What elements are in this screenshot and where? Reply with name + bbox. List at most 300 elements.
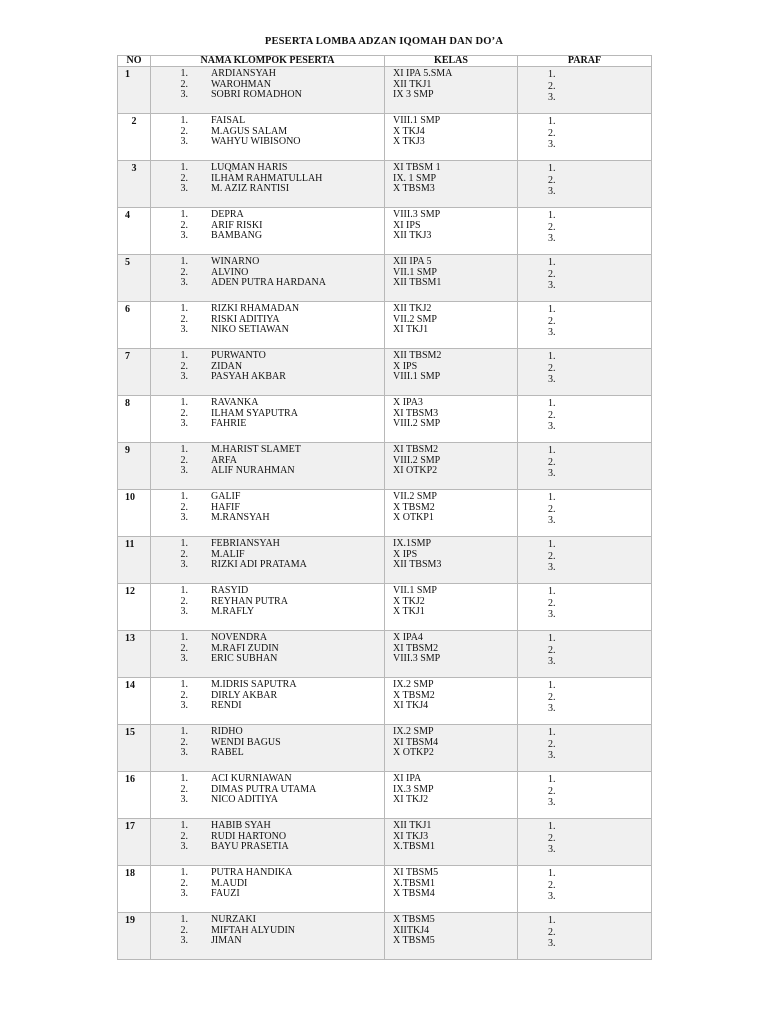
signature-slot: 2. — [548, 456, 556, 468]
class-cell — [385, 725, 518, 772]
header-paraf: PARAF — [518, 56, 652, 67]
class-cell — [385, 631, 518, 678]
table-row — [118, 490, 652, 537]
participant-table — [117, 55, 652, 960]
class-value: IX.1SMP — [393, 538, 432, 549]
signature-slot: 2. — [548, 127, 556, 139]
member-line — [151, 680, 384, 691]
signature-slot: 1. — [548, 257, 556, 268]
table-row — [118, 537, 652, 584]
class-value: XI IPA 5.SMA — [393, 68, 453, 79]
class-cell — [385, 349, 518, 396]
class-value: IX.2 SMP — [393, 679, 434, 690]
member-line — [151, 748, 384, 759]
member-line — [151, 889, 384, 900]
member-name: REYHAN PUTRA — [211, 595, 288, 607]
member-index: 1. — [180, 209, 188, 220]
signature-slot: 2. — [548, 409, 556, 421]
member-line — [151, 821, 384, 832]
member-name: FEBRIANSYAH — [211, 538, 280, 549]
member-name: ZIDAN — [211, 360, 243, 372]
member-name: RIDHO — [211, 726, 243, 737]
signature-slot: 1. — [548, 915, 556, 926]
signature-slot: 1. — [548, 680, 556, 691]
member-line — [151, 701, 384, 712]
signature-slot: 1. — [548, 116, 556, 127]
member-index: 1. — [180, 538, 188, 549]
class-value: XII TKJ3 — [393, 230, 432, 241]
signature-slot: 1. — [548, 492, 556, 503]
class-value: X TKJ2 — [393, 595, 425, 607]
class-value: XII IPA 5 — [393, 256, 432, 267]
signature-cell — [518, 349, 652, 396]
class-value: VII.1 SMP — [393, 266, 437, 278]
signature-slot: 3. — [548, 92, 556, 103]
class-value: XI IPS — [393, 219, 421, 231]
member-name: WAHYU WIBISONO — [211, 136, 301, 147]
table-row — [118, 631, 652, 678]
member-name: NICO ADITIYA — [211, 794, 278, 805]
signature-slot: 3. — [548, 280, 556, 291]
row-number: 6 — [118, 302, 151, 349]
member-names-cell — [151, 913, 385, 960]
table-body — [118, 67, 652, 960]
signature-slot: 3. — [548, 703, 556, 714]
member-name: WINARNO — [211, 256, 260, 267]
member-line — [151, 257, 384, 268]
signature-cell — [518, 114, 652, 161]
member-name: PUTRA HANDIKA — [211, 867, 293, 878]
row-number: 8 — [118, 396, 151, 443]
class-value: XI TKJ1 — [393, 324, 429, 335]
member-name: M.IDRIS SAPUTRA — [211, 679, 297, 690]
member-index: 3. — [180, 371, 188, 382]
class-value: VIII.1 SMP — [393, 115, 441, 126]
table-row — [118, 443, 652, 490]
row-number: 11 — [118, 537, 151, 584]
member-name: M.HARIST SLAMET — [211, 444, 301, 455]
member-name: PASYAH AKBAR — [211, 371, 286, 382]
member-line — [151, 492, 384, 503]
class-value: VIII.1 SMP — [393, 371, 441, 382]
member-name: PURWANTO — [211, 350, 266, 361]
member-name: ARFA — [211, 454, 237, 466]
signature-slot: 3. — [548, 515, 556, 526]
class-value: XI TBSM2 — [393, 642, 439, 654]
member-name: HAFIF — [211, 501, 240, 513]
signature-slot: 1. — [548, 821, 556, 832]
signature-slot: 2. — [548, 879, 556, 891]
table-row — [118, 302, 652, 349]
member-index: 2. — [180, 266, 188, 278]
member-line — [151, 774, 384, 785]
signature-slot: 1. — [548, 539, 556, 550]
signature-slot: 1. — [548, 398, 556, 409]
class-value: XI TBSM4 — [393, 736, 439, 748]
member-index: 2. — [180, 407, 188, 419]
member-name: LUQMAN HARIS — [211, 162, 288, 173]
member-index: 1. — [180, 397, 188, 408]
member-names-cell — [151, 67, 385, 114]
member-names-cell — [151, 208, 385, 255]
member-index: 3. — [180, 700, 188, 711]
member-index: 2. — [180, 454, 188, 466]
member-line — [151, 868, 384, 879]
member-line — [151, 351, 384, 362]
class-value: XI IPA — [393, 773, 422, 784]
signature-slot: 2. — [548, 926, 556, 938]
class-cell — [385, 678, 518, 725]
member-index: 1. — [180, 303, 188, 314]
member-index: 3. — [180, 653, 188, 664]
row-number: 1 — [118, 67, 151, 114]
member-name: HABIB SYAH — [211, 820, 271, 831]
table-row — [118, 396, 652, 443]
class-value: X IPS — [393, 548, 418, 560]
member-index: 1. — [180, 162, 188, 173]
signature-slot: 3. — [548, 139, 556, 150]
class-cell — [385, 161, 518, 208]
member-name: BAYU PRASETIA — [211, 841, 289, 852]
member-line — [151, 419, 384, 430]
member-line — [151, 372, 384, 383]
signature-slot: 2. — [548, 691, 556, 703]
member-name: M.RAFI ZUDIN — [211, 642, 279, 654]
signature-cell — [518, 584, 652, 631]
member-name: M.AUDI — [211, 877, 248, 889]
signature-slot: 2. — [548, 221, 556, 233]
member-name: RENDI — [211, 700, 242, 711]
member-name: DEPRA — [211, 209, 244, 220]
member-line — [151, 727, 384, 738]
member-name: M. AZIZ RANTISI — [211, 183, 290, 194]
member-name: MIFTAH ALYUDIN — [211, 924, 296, 936]
member-line — [151, 607, 384, 618]
signature-slot: 1. — [548, 586, 556, 597]
member-index: 3. — [180, 136, 188, 147]
class-cell — [385, 114, 518, 161]
signature-slot: 3. — [548, 891, 556, 902]
member-line — [151, 184, 384, 195]
member-names-cell — [151, 678, 385, 725]
class-cell — [385, 819, 518, 866]
class-cell — [385, 490, 518, 537]
signature-slot: 1. — [548, 633, 556, 644]
member-name: DIMAS PUTRA UTAMA — [211, 783, 317, 795]
class-value: XII TBSM3 — [393, 559, 442, 570]
class-value: X OTKP2 — [393, 747, 434, 758]
member-index: 1. — [180, 820, 188, 831]
table-row — [118, 819, 652, 866]
signature-slot: 3. — [548, 233, 556, 244]
class-cell — [385, 208, 518, 255]
row-number: 5 — [118, 255, 151, 302]
table-row — [118, 208, 652, 255]
member-line — [151, 915, 384, 926]
member-index: 2. — [180, 689, 188, 701]
table-row — [118, 255, 652, 302]
member-index: 1. — [180, 256, 188, 267]
class-cell — [385, 302, 518, 349]
member-index: 1. — [180, 115, 188, 126]
member-name: WAROHMAN — [211, 78, 271, 90]
member-name: ERIC SUBHAN — [211, 653, 278, 664]
row-number: 10 — [118, 490, 151, 537]
class-value: XIITKJ4 — [393, 924, 430, 936]
member-name: ACI KURNIAWAN — [211, 773, 292, 784]
member-name: NIKO SETIAWAN — [211, 324, 289, 335]
member-line — [151, 90, 384, 101]
signature-slot: 2. — [548, 362, 556, 374]
member-name: SOBRI ROMADHON — [211, 89, 302, 100]
member-name: RAVANKA — [211, 397, 259, 408]
signature-slot: 1. — [548, 445, 556, 456]
class-value: XII TKJ2 — [393, 303, 432, 314]
signature-cell — [518, 302, 652, 349]
member-line — [151, 539, 384, 550]
signature-slot: 2. — [548, 315, 556, 327]
row-number: 12 — [118, 584, 151, 631]
signature-cell — [518, 631, 652, 678]
table-row — [118, 114, 652, 161]
member-index: 1. — [180, 585, 188, 596]
member-name: RISKI ADITIYA — [211, 313, 280, 325]
signature-slot: 3. — [548, 938, 556, 949]
table-row — [118, 584, 652, 631]
signature-cell — [518, 67, 652, 114]
class-cell — [385, 537, 518, 584]
row-number: 17 — [118, 819, 151, 866]
signature-cell — [518, 255, 652, 302]
member-name: M.RANSYAH — [211, 512, 270, 523]
member-index: 1. — [180, 679, 188, 690]
class-value: VIII.2 SMP — [393, 418, 441, 429]
class-value: XII TKJ1 — [393, 78, 432, 90]
member-names-cell — [151, 772, 385, 819]
member-index: 2. — [180, 736, 188, 748]
member-index: 1. — [180, 632, 188, 643]
member-name: ADEN PUTRA HARDANA — [211, 277, 327, 288]
class-cell — [385, 866, 518, 913]
member-name: ILHAM SYAPUTRA — [211, 407, 298, 419]
member-index: 2. — [180, 219, 188, 231]
class-value: VII.2 SMP — [393, 313, 437, 325]
table-row — [118, 725, 652, 772]
class-cell — [385, 67, 518, 114]
member-names-cell — [151, 819, 385, 866]
row-number: 9 — [118, 443, 151, 490]
signature-slot: 2. — [548, 80, 556, 92]
member-line — [151, 210, 384, 221]
class-value: X IPS — [393, 360, 418, 372]
signature-slot: 1. — [548, 868, 556, 879]
member-index: 3. — [180, 747, 188, 758]
member-line — [151, 304, 384, 315]
table-row — [118, 866, 652, 913]
class-value: XI TBSM 1 — [393, 162, 441, 173]
header-no: NO — [118, 56, 151, 67]
class-value: XI TBSM2 — [393, 444, 439, 455]
member-index: 3. — [180, 606, 188, 617]
member-name: NURZAKI — [211, 914, 256, 925]
signature-slot: 2. — [548, 785, 556, 797]
row-number: 3 — [118, 161, 151, 208]
member-name: FAUZI — [211, 888, 240, 899]
member-index: 1. — [180, 68, 188, 79]
member-names-cell — [151, 866, 385, 913]
class-value: IX 3 SMP — [393, 89, 434, 100]
member-name: ALVINO — [211, 266, 249, 278]
row-number: 18 — [118, 866, 151, 913]
member-index: 1. — [180, 773, 188, 784]
signature-slot: 2. — [548, 268, 556, 280]
member-line — [151, 231, 384, 242]
member-line — [151, 654, 384, 665]
member-line — [151, 795, 384, 806]
signature-slot: 1. — [548, 304, 556, 315]
signature-cell — [518, 208, 652, 255]
class-value: XI TBSM3 — [393, 407, 439, 419]
signature-slot: 3. — [548, 374, 556, 385]
class-value: XI TKJ3 — [393, 830, 429, 842]
member-index: 3. — [180, 935, 188, 946]
signature-slot: 3. — [548, 844, 556, 855]
class-value: X TBSM4 — [393, 888, 435, 899]
member-name: M.AGUS SALAM — [211, 125, 288, 137]
table-row — [118, 67, 652, 114]
member-line — [151, 513, 384, 524]
signature-slot: 2. — [548, 597, 556, 609]
signature-slot: 3. — [548, 797, 556, 808]
member-index: 2. — [180, 78, 188, 90]
member-names-cell — [151, 161, 385, 208]
signature-slot: 1. — [548, 210, 556, 221]
member-line — [151, 560, 384, 571]
member-index: 1. — [180, 914, 188, 925]
member-index: 3. — [180, 559, 188, 570]
class-value: VII.1 SMP — [393, 585, 437, 596]
signature-cell — [518, 866, 652, 913]
member-index: 1. — [180, 350, 188, 361]
signature-slot: 2. — [548, 503, 556, 515]
class-value: VIII.3 SMP — [393, 209, 441, 220]
signature-slot: 3. — [548, 750, 556, 761]
class-value: X TKJ3 — [393, 136, 425, 147]
member-names-cell — [151, 443, 385, 490]
member-names-cell — [151, 490, 385, 537]
member-index: 3. — [180, 418, 188, 429]
signature-cell — [518, 443, 652, 490]
class-value: X IPA4 — [393, 632, 423, 643]
class-value: X TBSM2 — [393, 689, 435, 701]
signature-cell — [518, 678, 652, 725]
member-names-cell — [151, 302, 385, 349]
member-index: 3. — [180, 324, 188, 335]
member-index: 2. — [180, 877, 188, 889]
row-number: 14 — [118, 678, 151, 725]
class-value: X OTKP1 — [393, 512, 434, 523]
class-cell — [385, 396, 518, 443]
member-name: RIZKI ADI PRATAMA — [211, 559, 307, 570]
member-name: RIZKI RHAMADAN — [211, 303, 300, 314]
signature-cell — [518, 396, 652, 443]
signature-slot: 3. — [548, 421, 556, 432]
row-number: 16 — [118, 772, 151, 819]
signature-slot: 3. — [548, 656, 556, 667]
member-index: 2. — [180, 548, 188, 560]
member-names-cell — [151, 725, 385, 772]
signature-slot: 2. — [548, 550, 556, 562]
signature-slot: 3. — [548, 186, 556, 197]
member-line — [151, 936, 384, 947]
member-index: 2. — [180, 595, 188, 607]
class-value: XII TKJ1 — [393, 820, 432, 831]
member-name: BAMBANG — [211, 230, 263, 241]
member-index: 1. — [180, 491, 188, 502]
class-cell — [385, 584, 518, 631]
class-value: X TBSM5 — [393, 935, 435, 946]
member-names-cell — [151, 631, 385, 678]
member-index: 3. — [180, 230, 188, 241]
page-title: PESERTA LOMBA ADZAN IQOMAH DAN DO’A — [264, 36, 504, 47]
member-names-cell — [151, 114, 385, 161]
member-line — [151, 325, 384, 336]
table-row — [118, 161, 652, 208]
member-line — [151, 116, 384, 127]
member-index: 2. — [180, 830, 188, 842]
class-value: XI TKJ4 — [393, 700, 429, 711]
member-line — [151, 137, 384, 148]
row-number: 13 — [118, 631, 151, 678]
class-value: XI TKJ2 — [393, 794, 429, 805]
member-names-cell — [151, 584, 385, 631]
class-value: X IPA3 — [393, 397, 423, 408]
member-index: 1. — [180, 867, 188, 878]
signature-slot: 1. — [548, 351, 556, 362]
member-index: 2. — [180, 360, 188, 372]
member-index: 3. — [180, 277, 188, 288]
member-name: ALIF NURAHMAN — [211, 465, 295, 476]
signature-slot: 3. — [548, 327, 556, 338]
member-index: 2. — [180, 924, 188, 936]
class-value: VII.2 SMP — [393, 491, 437, 502]
signature-slot: 2. — [548, 738, 556, 750]
member-line — [151, 69, 384, 80]
class-value: X.TBSM1 — [393, 841, 435, 852]
member-line — [151, 445, 384, 456]
class-cell — [385, 443, 518, 490]
member-line — [151, 163, 384, 174]
table-row — [118, 678, 652, 725]
member-name: NOVENDRA — [211, 632, 268, 643]
member-index: 3. — [180, 794, 188, 805]
row-number: 7 — [118, 349, 151, 396]
signature-slot: 2. — [548, 832, 556, 844]
member-line — [151, 586, 384, 597]
class-value: VIII.2 SMP — [393, 454, 441, 466]
class-cell — [385, 255, 518, 302]
member-line — [151, 466, 384, 477]
table-row — [118, 913, 652, 960]
class-value: XII TBSM1 — [393, 277, 442, 288]
signature-cell — [518, 161, 652, 208]
class-value: IX. 1 SMP — [393, 172, 437, 184]
member-names-cell — [151, 396, 385, 443]
member-names-cell — [151, 349, 385, 396]
class-value: X TBSM3 — [393, 183, 435, 194]
signature-slot: 2. — [548, 644, 556, 656]
signature-slot: 3. — [548, 562, 556, 573]
